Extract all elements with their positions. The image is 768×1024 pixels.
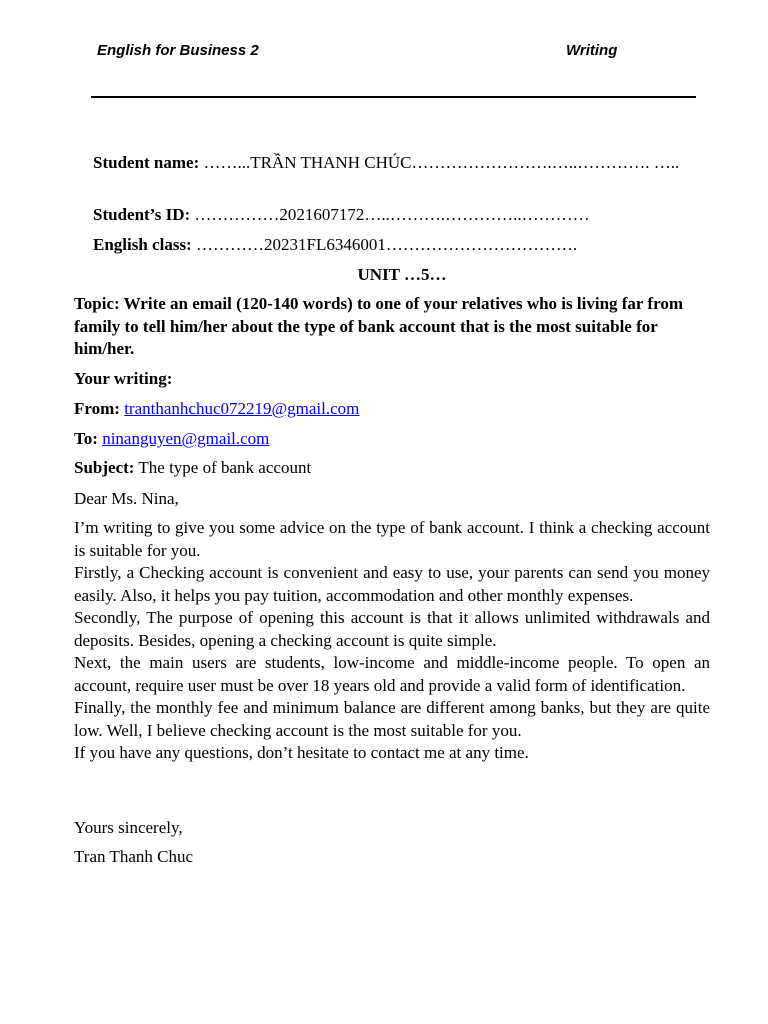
- unit-heading: UNIT …5…: [357, 265, 447, 284]
- section-title: Writing: [566, 42, 618, 59]
- email-from-label: From:: [74, 399, 120, 418]
- email-closing: Yours sincerely,: [74, 818, 183, 837]
- email-subject-line: [74, 457, 710, 480]
- email-paragraph: Firstly, a Checking account is convenient and easy to use, your parents can send you money easily. Also, it helps you pay tuition, accommodation and other monthly expenses.: [74, 563, 710, 605]
- student-name-line: [93, 152, 708, 174]
- email-to-label: To:: [74, 429, 98, 448]
- email-paragraph: Secondly, The purpose of opening this account is that it allows unlimited withdrawals and deposits. Besides, opening a checking account is quite simple.: [74, 608, 710, 650]
- your-writing-label: Your writing:: [74, 369, 173, 388]
- email-from-line: [74, 398, 710, 421]
- topic-text: Topic: Write an email (120-140 words) to one of your relatives who is living far from family to tell him/her about the type of bank account that is the most suitable for him/her.: [74, 294, 683, 358]
- page-header: [0, 42, 768, 64]
- email-paragraph: Finally, the monthly fee and minimum balance are different among banks, but they are quite low. Well, I believe checking account is the most suitable for you.: [74, 698, 710, 740]
- student-id-value: ……………2021607172…..……….…………..…………: [194, 205, 590, 224]
- english-class-value: …………20231FL6346001…………………………….: [195, 235, 578, 254]
- student-name-label: Student name:: [93, 153, 200, 172]
- student-id-line: [93, 204, 708, 226]
- student-name-value: ……...TRẦN THANH CHÚC…………………….…..…………. …..: [203, 153, 680, 172]
- student-id-label: Student’s ID:: [93, 205, 191, 224]
- email-paragraph: Next, the main users are students, low-income and middle-income people. To open an account, require user must be over 18 years old and provide a valid form of identification.: [74, 653, 710, 695]
- english-class-line: [93, 234, 708, 256]
- email-from-link[interactable]: tranthanhchuc072219@gmail.com: [124, 399, 360, 418]
- email-paragraph: I’m writing to give you some advice on the type of bank account. I think a checking account is suitable for you.: [74, 518, 710, 560]
- course-title: English for Business 2: [97, 42, 259, 59]
- email-paragraph: If you have any questions, don’t hesitate to contact me at any time.: [74, 743, 529, 762]
- english-class-label: English class:: [93, 235, 192, 254]
- email-subject-label: Subject:: [74, 458, 135, 477]
- email-greeting: Dear Ms. Nina,: [74, 489, 179, 508]
- email-signature: Tran Thanh Chuc: [74, 847, 193, 866]
- email-body: [74, 517, 710, 765]
- header-divider: [91, 96, 696, 98]
- email-to-link[interactable]: ninanguyen@gmail.com: [102, 429, 270, 448]
- email-to-line: [74, 428, 710, 451]
- email-subject-value: The type of bank account: [138, 458, 312, 477]
